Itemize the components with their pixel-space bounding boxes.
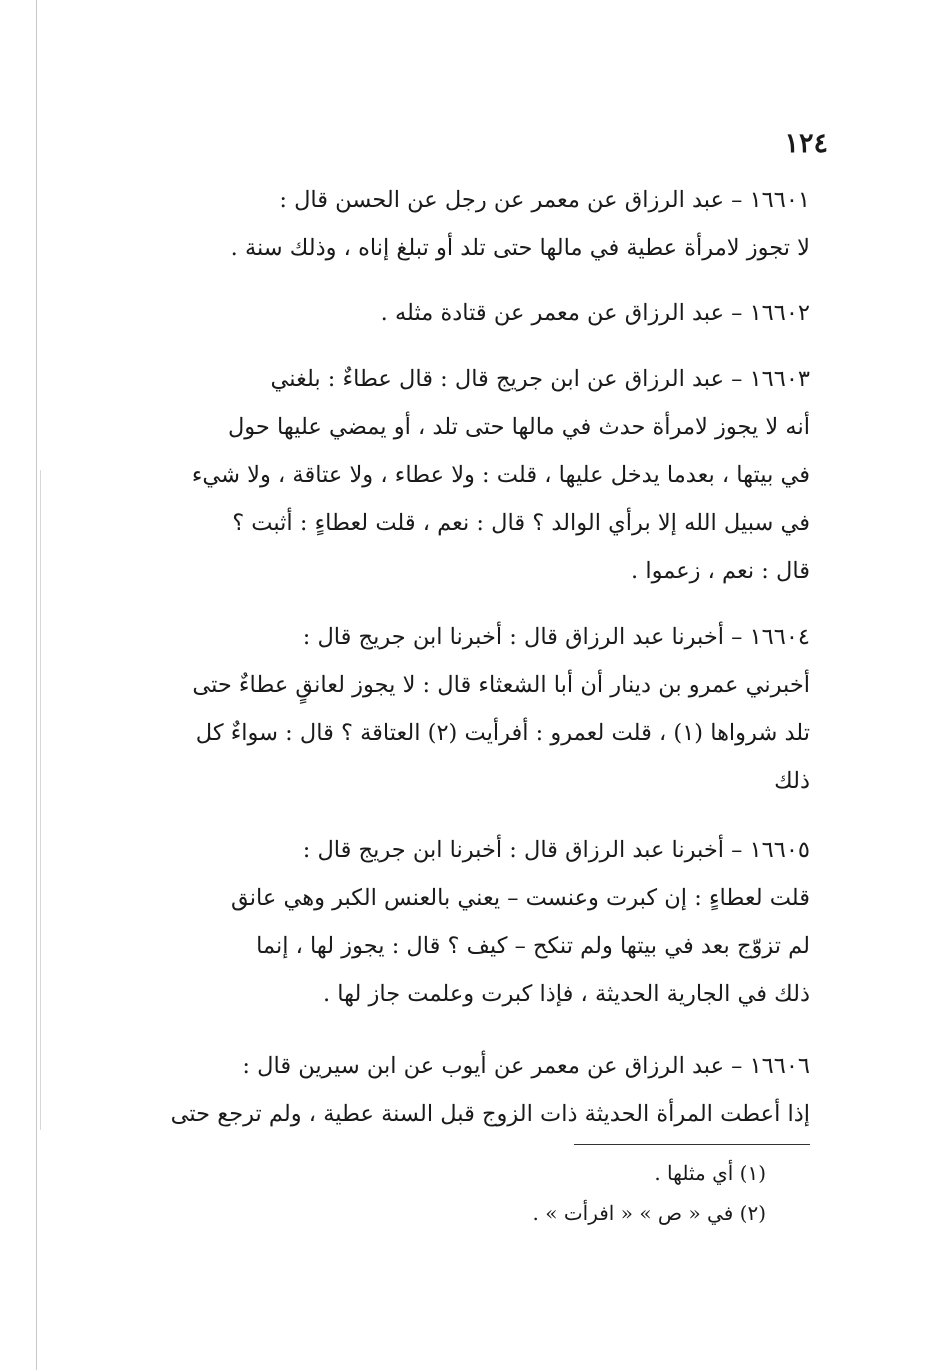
text-line: ذلك في الجارية الحديثة ، فإذا كبرت وعلمت جاز لها . [322, 981, 810, 1007]
text-line: أنه لا يجوز لامرأة حدث في مالها حتى تلد ، أو يمضي عليها حول [227, 414, 810, 440]
text-line: أخبرني عمرو بن دينار أن أبا الشعثاء قال : لا يجوز لعانقٍ عطاءٌ حتى [192, 672, 810, 698]
hadith-16601 [138, 176, 810, 272]
footnote-2: (٢) في « ص » « افرأت » . [532, 1201, 766, 1225]
hadith-16602 [138, 289, 810, 337]
text-line: ١٦٦٠٣ – عبد الرزاق عن ابن جريج قال : قال عطاءٌ : بلغني [270, 366, 810, 392]
footnotes [400, 1153, 766, 1233]
text-line: لم تزوّج بعد في بيتها ولم تنكح – كيف ؟ قال : يجوز لها ، إنما [256, 933, 810, 959]
text-line: ١٦٦٠٥ – أخبرنا عبد الرزاق قال : أخبرنا ابن جريج قال : [302, 837, 810, 863]
text-line: ذلك [774, 768, 810, 794]
text-line: ١٦٦٠٢ – عبد الرزاق عن معمر عن قتادة مثله . [380, 300, 810, 326]
text-line: لا تجوز لامرأة عطية في مالها حتى تلد أو تبلغ إناه ، وذلك سنة . [230, 235, 810, 261]
page-edge-line [36, 0, 37, 1370]
text-line: ١٦٦٠١ – عبد الرزاق عن معمر عن رجل عن الحسن قال : [279, 187, 810, 213]
hadith-16605 [138, 826, 810, 1018]
footnote-separator [574, 1144, 810, 1145]
text-line: قلت لعطاءٍ : إن كبرت وعنست – يعني بالعنس الكبر وهي عانق [230, 885, 810, 911]
text-line: في سبيل الله إلا برأي الوالد ؟ قال : نعم ، قلت لعطاءٍ : أثبت ؟ [232, 510, 810, 536]
text-line: إذا أعطت المرأة الحديثة ذات الزوج قبل السنة عطية ، ولم ترجع حتى [170, 1101, 810, 1127]
text-line: ١٦٦٠٤ – أخبرنا عبد الرزاق قال : أخبرنا ابن جريج قال : [302, 624, 810, 650]
hadith-16603 [138, 355, 810, 595]
page-edge-line-inner [40, 470, 41, 1130]
text-line: تلد شرواها (١) ، قلت لعمرو : أفرأيت (٢) العتاقة ؟ قال : سواءٌ كل [195, 720, 810, 746]
text-line: قال : نعم ، زعموا . [631, 558, 810, 584]
hadith-16606 [138, 1042, 810, 1138]
footnote-1: (١) أي مثلها . [654, 1161, 766, 1185]
text-line: في بيتها ، بعدما يدخل عليها ، قلت : ولا عطاء ، ولا عتاقة ، ولا شيء [191, 462, 810, 488]
hadith-16604 [138, 613, 810, 805]
page-number: ١٢٤ [784, 128, 828, 159]
text-line: ١٦٦٠٦ – عبد الرزاق عن معمر عن أيوب عن ابن سيرين قال : [242, 1053, 810, 1079]
